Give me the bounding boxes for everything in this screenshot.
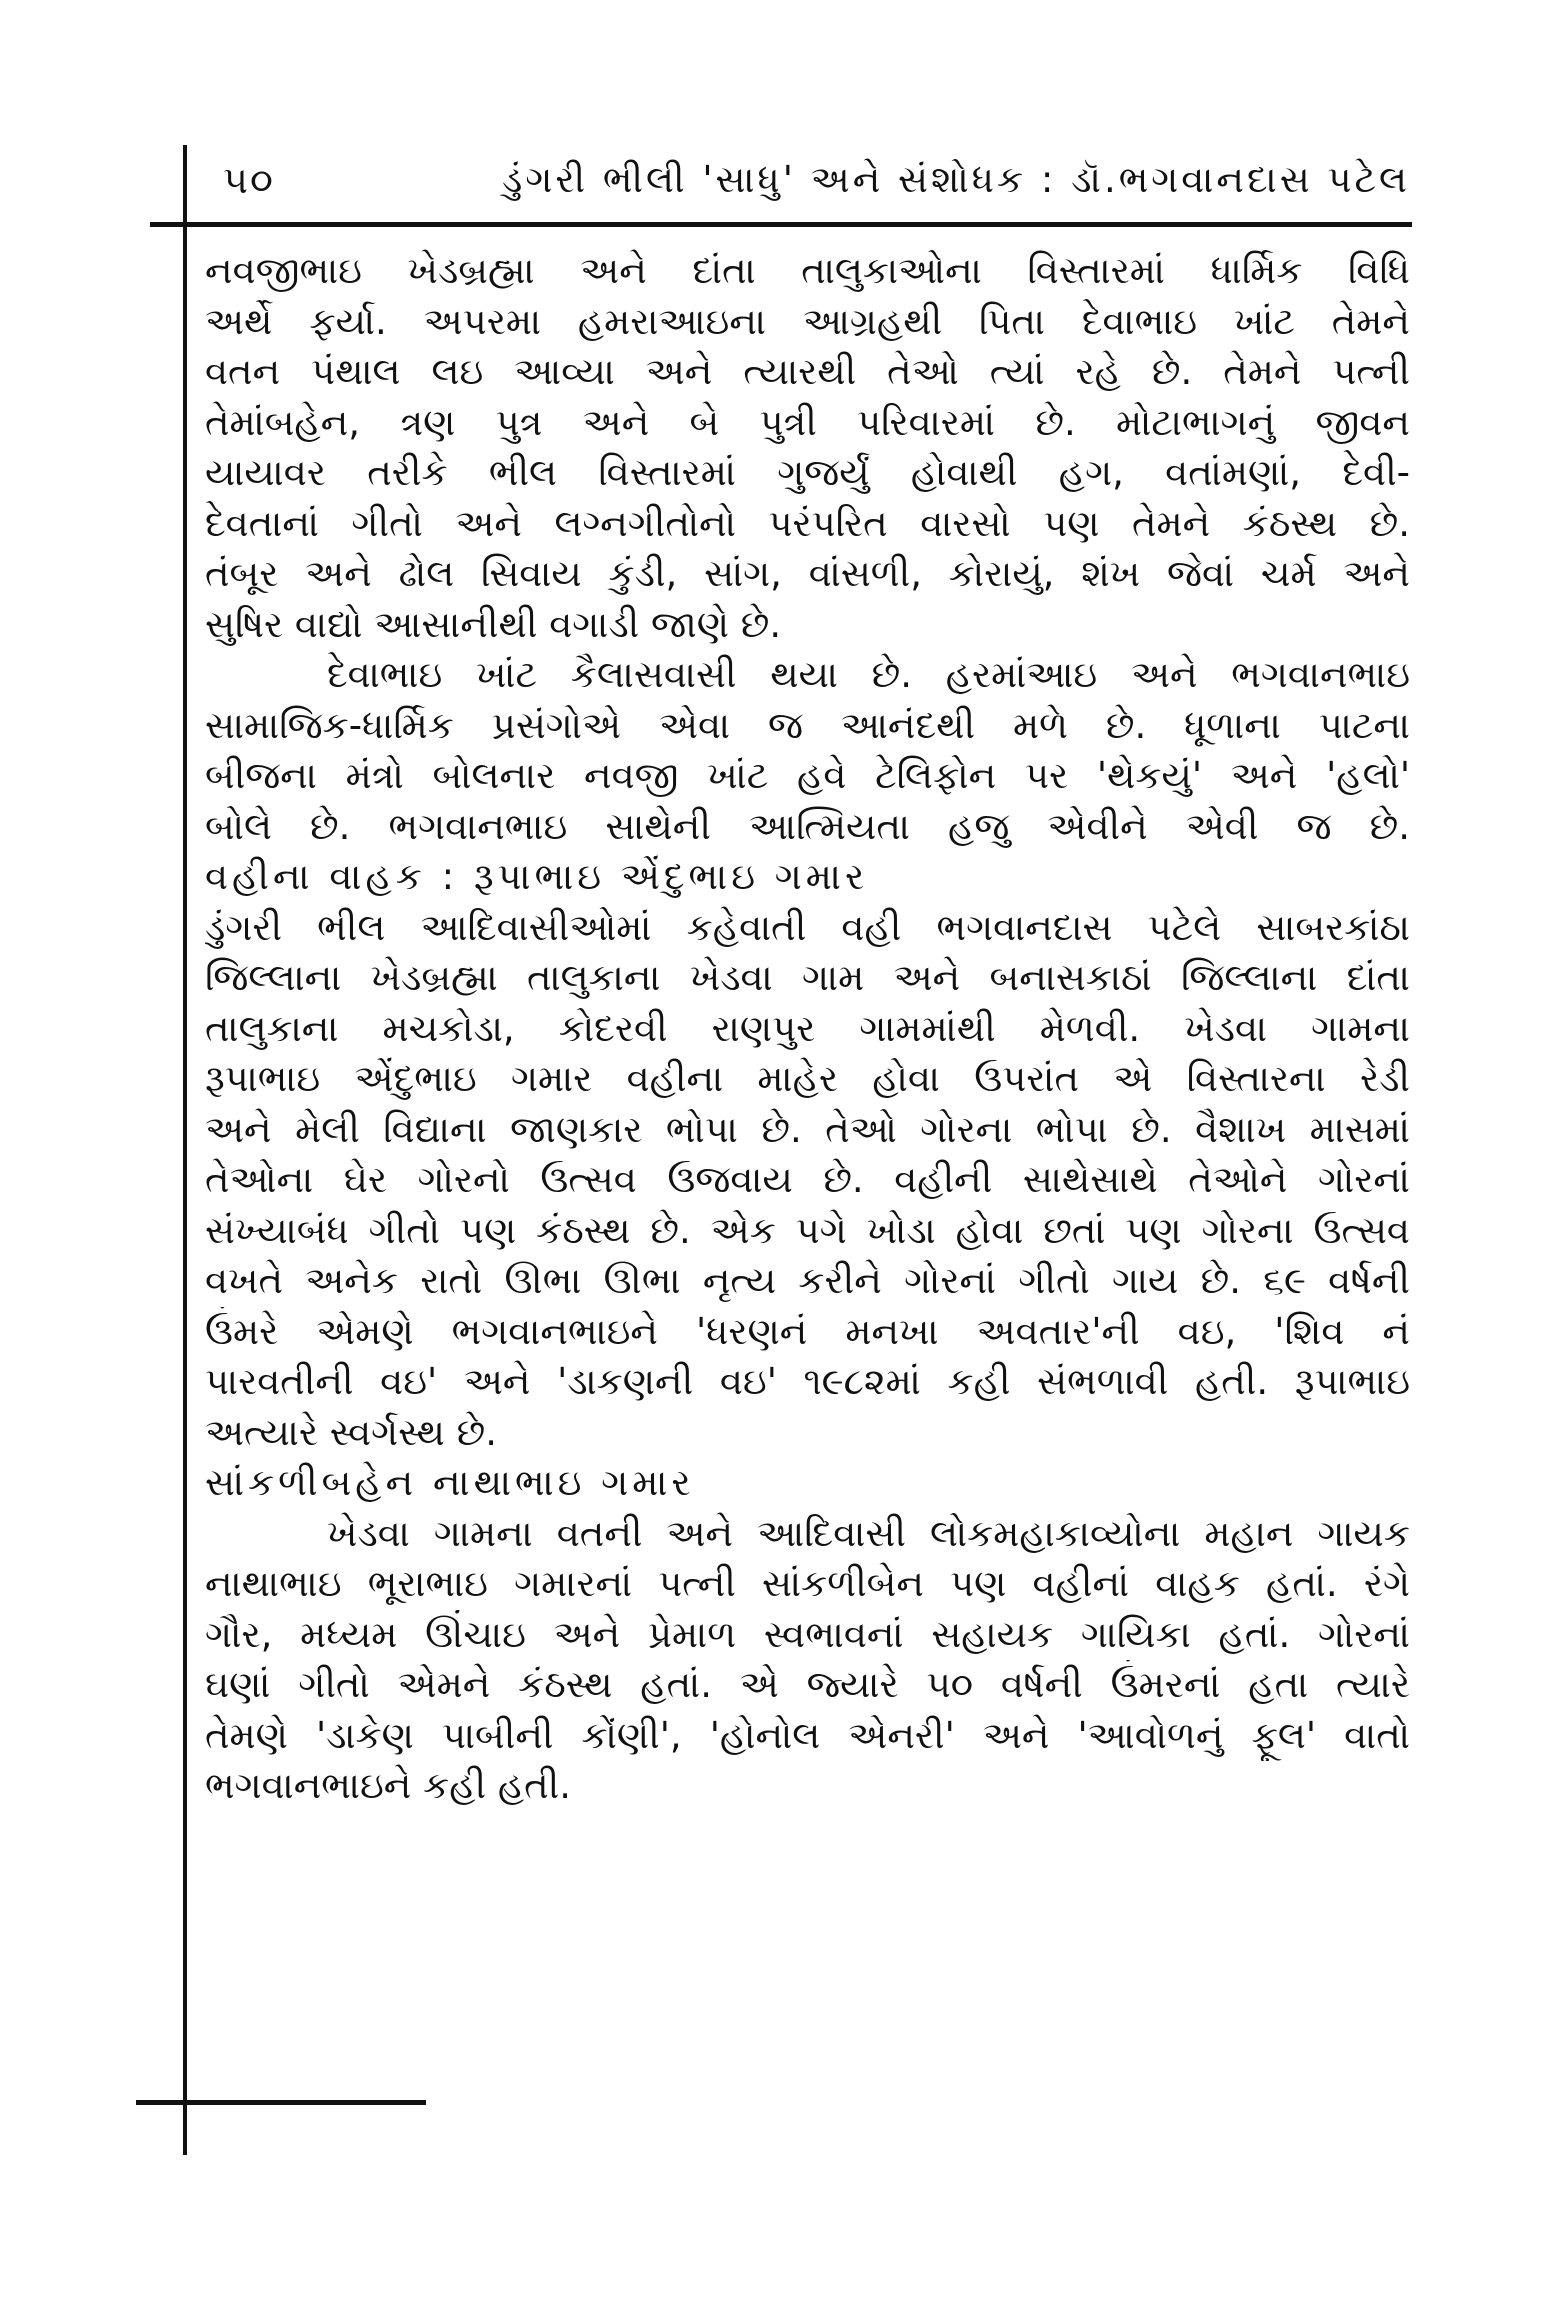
text-line: ઘણાં ગીતો એમને કંઠસ્થ હતાં. એ જ્યારે ૫૦ વર્ષની ઉંમરનાં હતા ત્યારે xyxy=(205,1663,1410,1706)
text-line: સુષિર વાદ્યો આસાનીથી વગાડી જાણે છે. xyxy=(205,602,782,646)
bottom-rule xyxy=(136,2100,426,2105)
text-line: તાલુકાના મચકોડા, કોદરવી રાણપુર ગામમાંથી મેળવી. ખેડવા ગામના xyxy=(205,1006,1410,1050)
body-text xyxy=(205,246,1410,1812)
text-line: અર્થે ફર્યા. અપરમા હમરાઆઇના આગ્રહથી પિતા દેવાભાઇ ખાંટ તેમને xyxy=(205,299,1410,343)
text-line: સામાજિક-ધાર્મિક પ્રસંગોએ એવા જ આનંદથી મળે છે. ધૂળાના પાટના xyxy=(205,703,1410,747)
text-line: ડુંગરી ભીલ આદિવાસીઓમાં કહેવાતી વહી ભગવાનદાસ પટેલે સાબરકાંઠા xyxy=(205,905,1410,949)
text-line: અને મેલી વિદ્યાના જાણકાર ભોપા છે. તેઓ ગોરના ભોપા છે. વૈશાખ માસમાં xyxy=(205,1107,1410,1151)
text-line: વખતે અનેક રાતો ઊભા ઊભા નૃત્ય કરીને ગોરનાં ગીતો ગાય છે. ૬૯ વર્ષની xyxy=(205,1259,1410,1302)
page-header xyxy=(205,150,1410,210)
text-line: તંબૂર અને ઢોલ સિવાય કુંડી, સાંગ, વાંસળી, કોરાયું, શંખ જેવાં ચર્મ અને xyxy=(205,552,1410,595)
text-line: નવજીભાઇ ખેડબ્રહ્મા અને દાંતા તાલુકાઓના વિસ્તારમાં ધાર્મિક વિધિ xyxy=(205,249,1410,292)
header-rule xyxy=(150,222,1412,227)
text-line: દેવતાનાં ગીતો અને લગ્નગીતોનો પરંપરિત વારસો પણ તેમને કંઠસ્થ છે. xyxy=(205,501,1410,545)
section-heading: સાંકળીબહેન નાથાભાઇ ગમાર xyxy=(205,1461,695,1504)
text-line: ઉંમરે એમણે ભગવાનભાઇને 'ધરણનં મનખા અવતાર'ની વઇ, 'શિવ નં xyxy=(205,1309,1410,1353)
text-line: યાયાવર તરીકે ભીલ વિસ્તારમાં ગુજર્યું હોવાથી હગ, વતાંમણાં, દેવી- xyxy=(205,451,1410,494)
section-heading: વહીના વાહક : રૂપાભાઇ એંદુભાઇ ગમાર xyxy=(205,855,869,898)
text-line: જિલ્લાના ખેડબ્રહ્મા તાલુકાના ખેડવા ગામ અને બનાસકાઠાં જિલ્લાના દાંતા xyxy=(205,956,1410,999)
text-line: નાથાભાઇ ભૂરાભાઇ ગમારનાં પત્ની સાંકળીબેન પણ વહીનાં વાહક હતાં. રંગે xyxy=(205,1562,1410,1605)
text-line: પારવતીની વઇ' અને 'ડાકણની વઇ' ૧૯૮૨માં કહી સંભળાવી હતી. રૂપાભાઇ xyxy=(205,1360,1410,1403)
text-line: બીજના મંત્રો બોલનાર નવજી ખાંટ હવે ટેલિફોન પર 'થેકયું' અને 'હલો' xyxy=(205,754,1410,797)
running-title: ડુંગરી ભીલી 'સાધુ' અને સંશોધક : ડૉ.ભગવાનદાસ પટેલ xyxy=(502,158,1410,201)
page-number: ૫૦ xyxy=(223,158,275,202)
text-line: વતન પંથાલ લઇ આવ્યા અને ત્યારથી તેઓ ત્યાં રહે છે. તેમને પત્ની xyxy=(205,350,1410,393)
text-line: તેઓના ઘેર ગોરનો ઉત્સવ ઉજવાય છે. વહીની સાથેસાથે તેઓને ગોરનાં xyxy=(205,1158,1410,1201)
left-margin-rule xyxy=(183,145,187,2155)
text-line: ગૌર, મધ્યમ ઊંચાઇ અને પ્રેમાળ સ્વભાવનાં સહાયક ગાયિકા હતાં. ગોરનાં xyxy=(205,1612,1410,1656)
text-line: ખેડવા ગામના વતની અને આદિવાસી લોકમહાકાવ્યોના મહાન ગાયક xyxy=(327,1511,1410,1555)
text-line: બોલે છે. ભગવાનભાઇ સાથેની આત્મિયતા હજુ એવીને એવી જ છે. xyxy=(205,804,1410,848)
text-line: સંખ્યાબંધ ગીતો પણ કંઠસ્થ છે. એક પગે ખોડા હોવા છતાં પણ ગોરના ઉત્સવ xyxy=(205,1208,1410,1252)
text-line: અત્યારે સ્વર્ગસ્થ છે. xyxy=(205,1410,497,1454)
text-line: રૂપાભાઇ એંદુભાઇ ગમાર વહીના માહેર હોવા ઉપરાંત એ વિસ્તારના રેડી xyxy=(205,1057,1410,1100)
text-line: ભગવાનભાઇને કહી હતી. xyxy=(205,1764,572,1807)
text-line: તેમણે 'ડાકેણ પાબીની કોંણી', 'હોનોલ એનરી' અને 'આવોળનું ફૂલ' વાતો xyxy=(205,1713,1410,1757)
text-line: દેવાભાઇ ખાંટ કૈલાસવાસી થયા છે. હરમાંઆઇ અને ભગવાનભાઇ xyxy=(327,653,1410,696)
text-line: તેમાંબહેન, ત્રણ પુત્ર અને બે પુત્રી પરિવારમાં છે. મોટાભાગનું જીવન xyxy=(205,400,1410,444)
